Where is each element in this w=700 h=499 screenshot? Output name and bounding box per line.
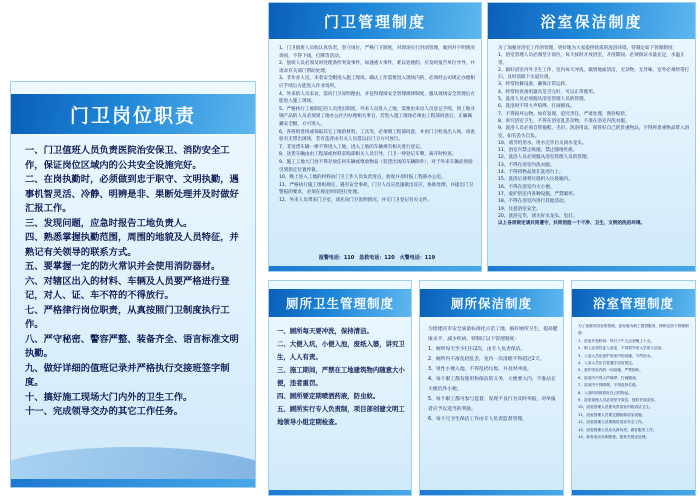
intro-text: 为创建省市安全质量标准化示范工地，搞好厕所卫生，提高健康水平，减少疾病，特制订以下管理制度：	[428, 327, 558, 342]
intro-text: 为了加强对浴室工作的管理，更好地为大家提供优质的洗浴环境，特制定如下管理制度：	[498, 46, 678, 51]
list-item: 十一、完成领导交办的其它工作任务。	[25, 406, 184, 417]
list-item: 二、大便入坑，小便入池，废纸入篓，讲究卫生，人人有责。	[277, 340, 405, 361]
list-item: 7、非送货车辆一律不得进入工地，进入工地的车辆须有相关进行登记。	[279, 144, 425, 150]
decorative-stripe	[420, 490, 563, 495]
list-item: 五、要掌握一定的防火常识并会使用消防器材。	[25, 261, 221, 272]
list-item: 15、洗浴后请将垃圾扔入垃圾桶内。	[498, 177, 573, 183]
list-item: 6、每个月卫生保洁工作由专人负责监督管理。	[428, 417, 527, 422]
list-item: 11、严格执行施工组织规定，遇有安全事故，门卫人员应迅速做出反应，协助处理，并提出门卫警报的要求，必须在规定时间进行处理。	[279, 182, 474, 196]
list-item: 5、爱护浴室内的一切设施，严禁损坏。	[578, 368, 644, 373]
list-item: 10、请节约用水，用水完毕后关闭水龙头。	[498, 140, 587, 146]
list-item: 四、熟悉掌握执勤范围，周围的地貌及人员特征，并熟记有关领导的联系方式。	[25, 232, 239, 258]
bath-clean-title: 浴室保洁制度	[488, 3, 695, 39]
list-item: 三、发现问题，应急时报告工地负责人。	[25, 217, 193, 229]
decorative-stripe	[269, 490, 411, 495]
list-item: 8、讲究浴室卫生，不得在浴室乱丢杂物，不准在浴室内洗衣服。	[498, 118, 630, 124]
toilet-clean-title: 厕所保洁制度	[420, 289, 563, 317]
list-item: 12、洗浴人员必须服从浴室管理人员的管理。	[498, 155, 592, 161]
decorative-stripe	[572, 490, 695, 495]
list-item: 5、严格执行工地制定的人员进出制度，外来人员进入工地，需要由来访人员登记手续，到工地寻钢产品的人员必须到工地办公区内办理相关事宜，若进入施工现场必须由工程部同意后，正确佩戴安全帽，方可进入。	[279, 106, 475, 127]
list-item: 6、各班组进场或领取其它工地的材料，工具等，必须填工程部同意，并由门卫检查出入场，请查验有无带出现场，若有违背由有关人员借以后门卫方可放行。	[279, 129, 475, 143]
list-item: 3、入浴人员应爱护浴室内的设施，节约用水。	[578, 353, 655, 358]
list-item: 13、不得在浴室内洗衣服。	[498, 162, 555, 168]
list-item: 14、如有违反本制度者，按有关规定处理。	[578, 435, 650, 440]
bath-mgmt-board	[571, 280, 696, 496]
closing-text: 以上各项规定请共同遵守，共同创造一个干净、卫生、文明的洗浴环境。	[498, 221, 646, 227]
list-item: 18、不得在浴室内进行其他活动。	[498, 199, 569, 205]
gate-mgmt-phones: 报警电话：110 急救电话：120 火警电话：119	[318, 255, 436, 261]
list-item: 1、浴室管理人员必须坚守岗位，每天按时开放浴室，开浴期间，必须保证水量充足，水温正常。	[498, 53, 685, 66]
list-item: 4、外来的人员来访，需向门卫说明理由，并征得现场安全管理规律制度，服从现场安全管理后方能进入施工现场。	[279, 91, 475, 105]
list-item: 5、洗浴人员必须服从浴室管理人员的管理。	[498, 97, 589, 103]
bath-mgmt-title: 浴室管理制度	[572, 289, 695, 317]
gate-duty-list	[25, 144, 247, 444]
toilet-clean-list	[428, 325, 559, 485]
list-item: 3、经常检修设备，确保正常运转。	[498, 82, 570, 88]
list-item: 2、搞好浴室内外卫生工作，室内每天冲洗，做到地面清洁，无杂物、无异味，室外必须经常打扫，及时清除下水道垃圾。	[498, 67, 690, 81]
toilet-mgmt-title: 厕所卫生管理制度	[269, 289, 411, 317]
list-item: 9、施工工地大门处不得存放任何车辆或堆放物品（装货出场的车辆除外），对于外来车辆必须指引到指定位置停靠。	[279, 159, 473, 173]
list-item: 八、严守秘密、警容严整、装备齐全、语言标准文明执勤。	[25, 333, 239, 359]
list-item: 11、浴室内禁止吸烟，禁止随地吐痰。	[498, 148, 578, 154]
intro-text: 为了加强对浴室的管理，更好地为职工提供服务，特制定如下管理制度：	[578, 324, 689, 336]
list-item: 3、男性小便入池，不得乱扔垃圾，并及时冲洗。	[428, 367, 532, 372]
list-item: 一、门卫值班人员负责医院治安保卫、消防安全工作，保证岗位区域内的公共安全设施完好。	[25, 145, 230, 171]
list-item: 13、浴室管理人员应认真负责，做好服务工作。	[578, 427, 657, 432]
list-item: 五、厕所实行专人负责制，项目部创建文明工地领导小组定期检查。	[277, 405, 405, 426]
list-item: 12、浴室管理人员要做好浴室安全工作。	[578, 420, 646, 425]
list-item: 5、每个职工都可参与监督，发现不良行为及时举报，对举报者应予以适当的奖励。	[428, 397, 556, 412]
list-item: 16、不得在浴室内大小便。	[498, 184, 555, 190]
list-item: 6、洗浴时不得大声喧哗、打闹嬉戏。	[498, 104, 575, 110]
list-item: 4、每个职工都有使用和保洁的义务，大便要入内，不准站在大便坑外小便。	[428, 377, 556, 392]
gate-duty-board	[10, 81, 256, 488]
list-item: 六、对辖区出入的材料、车辆及人员要严格进行登记，对人、证、车不符的不得放行。	[25, 275, 230, 301]
list-item: 17、爱护浴室内各种设施，严禁破坏。	[498, 191, 578, 197]
gate-mgmt-title: 门卫管理制度	[269, 3, 481, 39]
list-item: 11、浴室管理人员要定期检修浴室设施。	[578, 412, 646, 417]
bath-clean-board	[487, 2, 696, 272]
list-item: 1、厕所每天至少打扫2次，由专人负责保洁。	[428, 347, 526, 352]
toilet-mgmt-board	[268, 280, 412, 496]
list-item: 6、浴室内不得大声喧哗，打闹嬉戏。	[578, 375, 640, 380]
gate-mgmt-list	[279, 45, 475, 253]
list-item: 10、浴室管理人员要负责浴室内的清洁卫生。	[578, 405, 653, 410]
decorative-stripe	[488, 266, 695, 271]
decorative-stripe	[269, 266, 481, 271]
list-item: 8、送货车辆由由工程部或材料采购部相关人员引导，门卫一律登记车牌，离开时检查。	[279, 152, 457, 158]
bath-mgmt-list	[578, 323, 691, 489]
toilet-clean-board	[419, 280, 564, 496]
list-item: 2、厕所内不准乱扔乱丢，室内一次清理不得超过2天。	[428, 357, 545, 362]
list-item: 20、洗浴完毕，请关好水龙头、电灯。	[498, 213, 578, 219]
list-item: 1、门卫值班人员收认真负责，坚守岗位，严格门卫制度，对现场实行封闭管理，做到对不明情况询问，不得下线，打牌等活动。	[279, 46, 475, 59]
list-item: 19、注意浴室安全。	[498, 206, 541, 212]
list-item: 3、非作业人员，未着安全帽进入施工现场，确认工作需要进入现场内的，必须经公司规定办理相应手续后方能进入作业场所。	[279, 76, 475, 89]
list-item: 7、浴室内不得吸烟，不得乱扔垃圾。	[578, 383, 640, 388]
list-item: 8、入浴时请保管好自己的物品。	[578, 390, 632, 395]
list-item: 1、浴室开放时间：每日下午五点至晚上十点。	[578, 338, 655, 343]
decorative-stripe	[11, 479, 255, 487]
list-item: 4、入浴人员应自觉遵守浴室规定。	[578, 361, 636, 366]
list-item: 10、晚上进入工地的材料由门卫工作人员负责清点，验收并及时报工程部办公室。	[279, 175, 446, 181]
list-item: 9、洗浴人员必须自带拖鞋、毛巾、洗浴用品，保管好自己的贵重物品，不得将贵重物品带入浴室，如有丢失自负。	[498, 126, 690, 139]
list-item: 一、厕所每天要冲洗，保持清洁。	[277, 327, 373, 335]
list-item: 9、浴室管理人员必须坚守岗位，按时开放浴室。	[578, 398, 658, 403]
list-item: 4、经常检查备用器具是否完好，可以正常使用。	[498, 89, 598, 95]
list-item: 2、值班人员必须及时处理条形突发事件，如遇重大事件，难以处理的，应及时报告单位导导，并请求有关部门帮助处理。	[279, 61, 475, 74]
list-item: 十、搞好施工现场大门内外的卫生工作。	[25, 391, 193, 403]
toilet-mgmt-list	[277, 325, 407, 485]
gate-duty-title: 门卫岗位职责	[11, 94, 255, 134]
list-item: 二、在岗执勤时，必须做到忠于职守、文明执勤，遇事机智灵活、冷静、明辨是非、果断处理并及时做好汇报工作。	[25, 174, 239, 214]
bath-clean-list	[498, 45, 690, 269]
list-item: 2、职工必须凭证入浴室，不得将外来人员带入浴室。	[578, 346, 666, 351]
list-item: 12、外来人员带来门卫室，请先向门卫说明情况，并交门卫登记有关文件。	[279, 197, 432, 203]
list-item: 7、不得损坏公物，如有发现，追究责任，严肃处理，照价赔偿。	[498, 111, 630, 117]
gate-mgmt-board	[268, 2, 482, 272]
list-item: 三、施工期间，严禁在工地建筑物内随意大小便，违者重罚。	[277, 366, 405, 387]
list-item: 七、严格律行岗位职责，从真按照门卫制度执行工作。	[25, 304, 230, 330]
list-item: 14、不得将物品放在洗浴台上。	[498, 170, 564, 176]
list-item: 九、做好详细的值班记录并严格执行交接班签字制度。	[25, 362, 230, 388]
list-item: 四、厕所要定期喷洒药液，防虫蚊。	[277, 392, 380, 400]
